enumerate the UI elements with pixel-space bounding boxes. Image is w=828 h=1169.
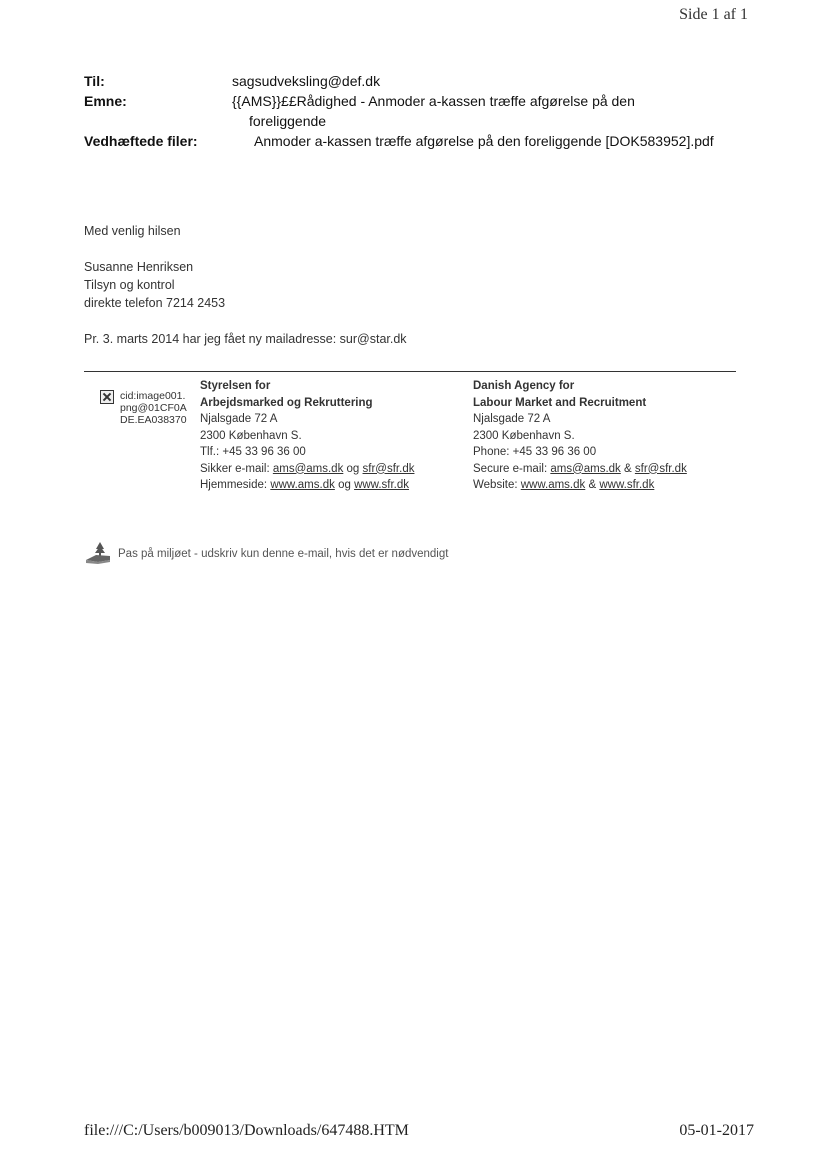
broken-image-icon — [100, 390, 114, 404]
city-en: 2300 København S. — [473, 429, 575, 442]
web-link-ams-en[interactable]: www.ams.dk — [520, 479, 586, 491]
tree-print-icon — [84, 540, 112, 564]
sender-department: Tilsyn og kontrol — [84, 278, 175, 292]
email-row-en — [473, 461, 687, 478]
attachments-value: Anmoder a-kassen træffe afgørelse på den foreliggende [DOK583952].pdf — [254, 133, 714, 149]
web-link-sfr-da[interactable]: www.sfr.dk — [354, 479, 410, 491]
greeting: Med venlig hilsen — [84, 224, 181, 238]
agency-name-line2-en: Labour Market and Recruitment — [473, 396, 647, 409]
subject-line-2: foreliggende — [249, 113, 327, 129]
email-link-ams-da[interactable]: ams@ams.dk — [272, 462, 344, 475]
web-label-da: Hjemmeside: — [200, 479, 268, 491]
to-label: Til: — [84, 73, 105, 89]
sender-phone: direkte telefon 7214 2453 — [84, 296, 226, 310]
signature-english — [473, 378, 687, 494]
phone-en: Phone: +45 33 96 36 00 — [473, 446, 597, 458]
web-row-en — [473, 477, 687, 494]
email-separator-da: og — [346, 462, 360, 475]
address-en: Njalsgade 72 A — [473, 413, 551, 425]
agency-name-line2-da: Arbejdsmarked og Rekruttering — [200, 396, 373, 409]
subject-label: Emne: — [84, 93, 127, 109]
sender-name: Susanne Henriksen — [84, 260, 194, 274]
city-da: 2300 København S. — [200, 429, 302, 442]
email-change-notice: Pr. 3. marts 2014 har jeg fået ny mailadresse: sur@star.dk — [84, 332, 407, 346]
email-label-da: Sikker e-mail: — [200, 462, 270, 475]
page-number: Side 1 af 1 — [679, 6, 748, 23]
image-alt-text: cid:image001.png@01CF0ADE.EA038370 — [120, 390, 187, 426]
signature-logo-placeholder — [100, 390, 187, 426]
email-label-en: Secure e-mail: — [473, 462, 548, 475]
phone-da: Tlf.: +45 33 96 36 00 — [200, 446, 306, 458]
email-link-ams-en[interactable]: ams@ams.dk — [550, 462, 621, 475]
agency-name-line1-da: Styrelsen for — [200, 380, 271, 392]
signature-danish — [200, 378, 414, 494]
attachments-label: Vedhæftede filer: — [84, 133, 198, 149]
environment-note-text: Pas på miljøet - udskriv kun denne e-mail, hvis det er nødvendigt — [118, 548, 449, 560]
web-separator-da: og — [338, 479, 351, 491]
to-value: sagsudveksling@def.dk — [232, 73, 381, 89]
agency-name-line1-en: Danish Agency for — [473, 380, 575, 392]
email-separator-en: & — [624, 462, 632, 475]
footer-file-path: file:///C:/Users/b009013/Downloads/647488.HTM — [84, 1122, 409, 1139]
footer-date: 05-01-2017 — [679, 1122, 754, 1139]
signature-divider — [84, 371, 736, 372]
email-link-sfr-en[interactable]: sfr@sfr.dk — [634, 462, 687, 475]
web-link-ams-da[interactable]: www.ams.dk — [270, 479, 335, 491]
web-label-en: Website: — [473, 479, 518, 491]
address-da: Njalsgade 72 A — [200, 413, 278, 425]
web-row-da — [200, 477, 414, 494]
email-link-sfr-da[interactable]: sfr@sfr.dk — [362, 462, 415, 475]
web-separator-en: & — [588, 479, 597, 491]
email-row-da — [200, 461, 414, 478]
web-link-sfr-en[interactable]: www.sfr.dk — [599, 479, 655, 491]
subject-line-1: {{AMS}}££Rådighed - Anmoder a-kassen træffe afgørelse på den — [232, 93, 635, 109]
